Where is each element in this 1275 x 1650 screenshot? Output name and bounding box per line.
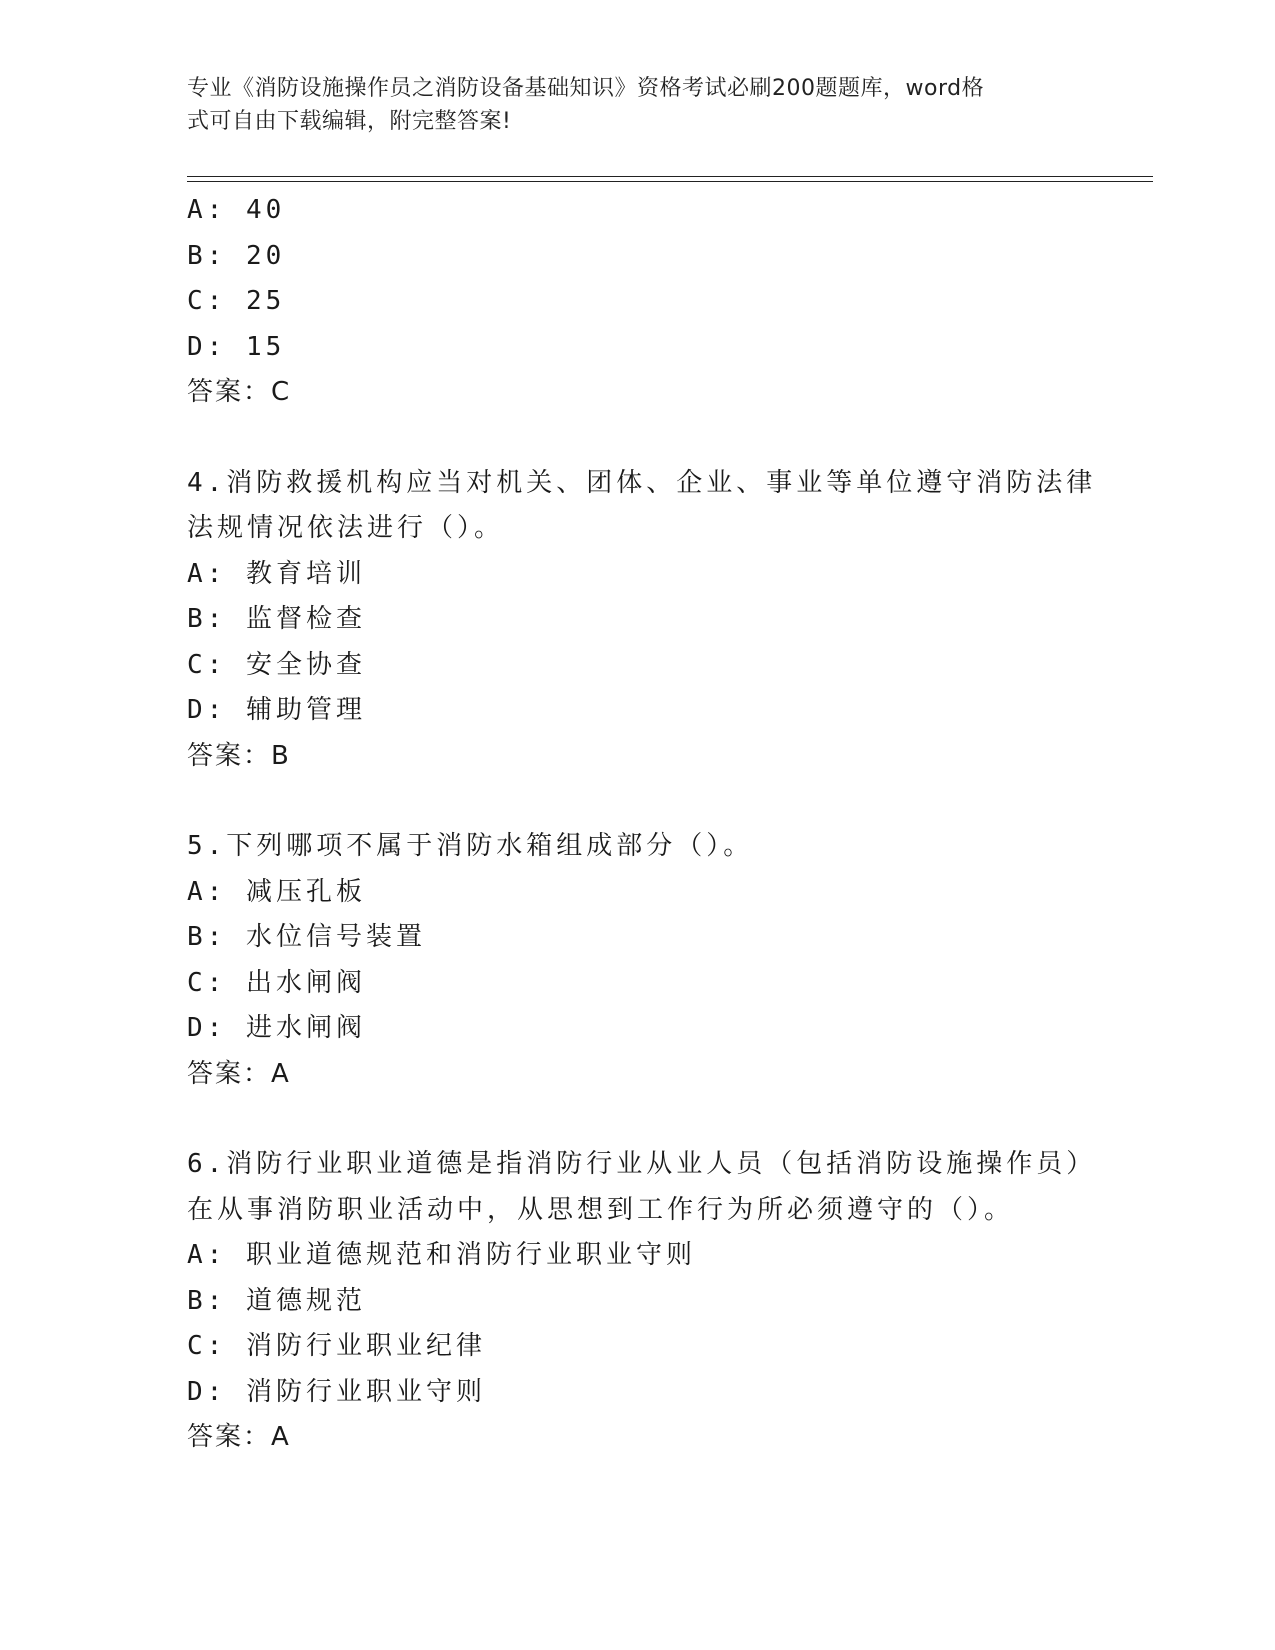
- option-a: A: 减压孔板: [187, 876, 366, 907]
- spacer: [187, 779, 1107, 824]
- answer: 答案：A: [187, 1422, 291, 1452]
- option-c: C: 25: [187, 286, 286, 316]
- question-stem-line-1: 4.消防救援机构应当对机关、团体、企业、事业等单位遵守消防法律: [187, 467, 1097, 498]
- option-a: A: 40: [187, 195, 286, 225]
- header-line-2: 式可自由下载编辑，附完整答案!: [187, 109, 512, 134]
- option-b: B: 监督检查: [187, 604, 366, 634]
- question-6: [187, 1142, 1107, 1461]
- answer: 答案：C: [187, 377, 292, 407]
- question-4: [187, 461, 1107, 780]
- option-b: B: 道德规范: [187, 1285, 366, 1316]
- header-line-1: 专业《消防设施操作员之消防设备基础知识》资格考试必刷200题题库，word格: [187, 76, 985, 101]
- answer: 答案：A: [187, 1058, 291, 1089]
- option-c: C: 消防行业职业纪律: [187, 1331, 486, 1361]
- option-d: D: 消防行业职业守则: [187, 1376, 486, 1407]
- question-stem-line-1: 6.消防行业职业道德是指消防行业从业人员（包括消防设施操作员）: [187, 1149, 1097, 1179]
- spacer: [187, 1097, 1107, 1142]
- answer: 答案：B: [187, 740, 291, 771]
- option-d: D: 进水闸阀: [187, 1013, 366, 1043]
- option-c: C: 安全协查: [187, 649, 366, 680]
- question-5: [187, 824, 1107, 1097]
- page-header: [187, 72, 1067, 138]
- question-stem-line-1: 5.下列哪项不属于消防水箱组成部分（）。: [187, 831, 754, 861]
- question-3: [187, 188, 1107, 416]
- option-d: D: 15: [187, 331, 286, 362]
- header-rule-bottom: [187, 181, 1153, 182]
- option-a: A: 职业道德规范和消防行业职业守则: [187, 1240, 696, 1270]
- question-list: [187, 188, 1107, 1461]
- question-stem-line-2: 法规情况依法进行（）。: [187, 513, 505, 543]
- option-d: D: 辅助管理: [187, 695, 366, 725]
- spacer: [187, 416, 1107, 461]
- option-a: A: 教育培训: [187, 558, 366, 589]
- option-c: C: 出水闸阀: [187, 967, 366, 998]
- question-stem-line-2: 在从事消防职业活动中，从思想到工作行为所必须遵守的（）。: [187, 1194, 1015, 1225]
- option-b: B: 水位信号装置: [187, 922, 426, 952]
- header-rule-top: [187, 176, 1153, 177]
- option-b: B: 20: [187, 240, 286, 271]
